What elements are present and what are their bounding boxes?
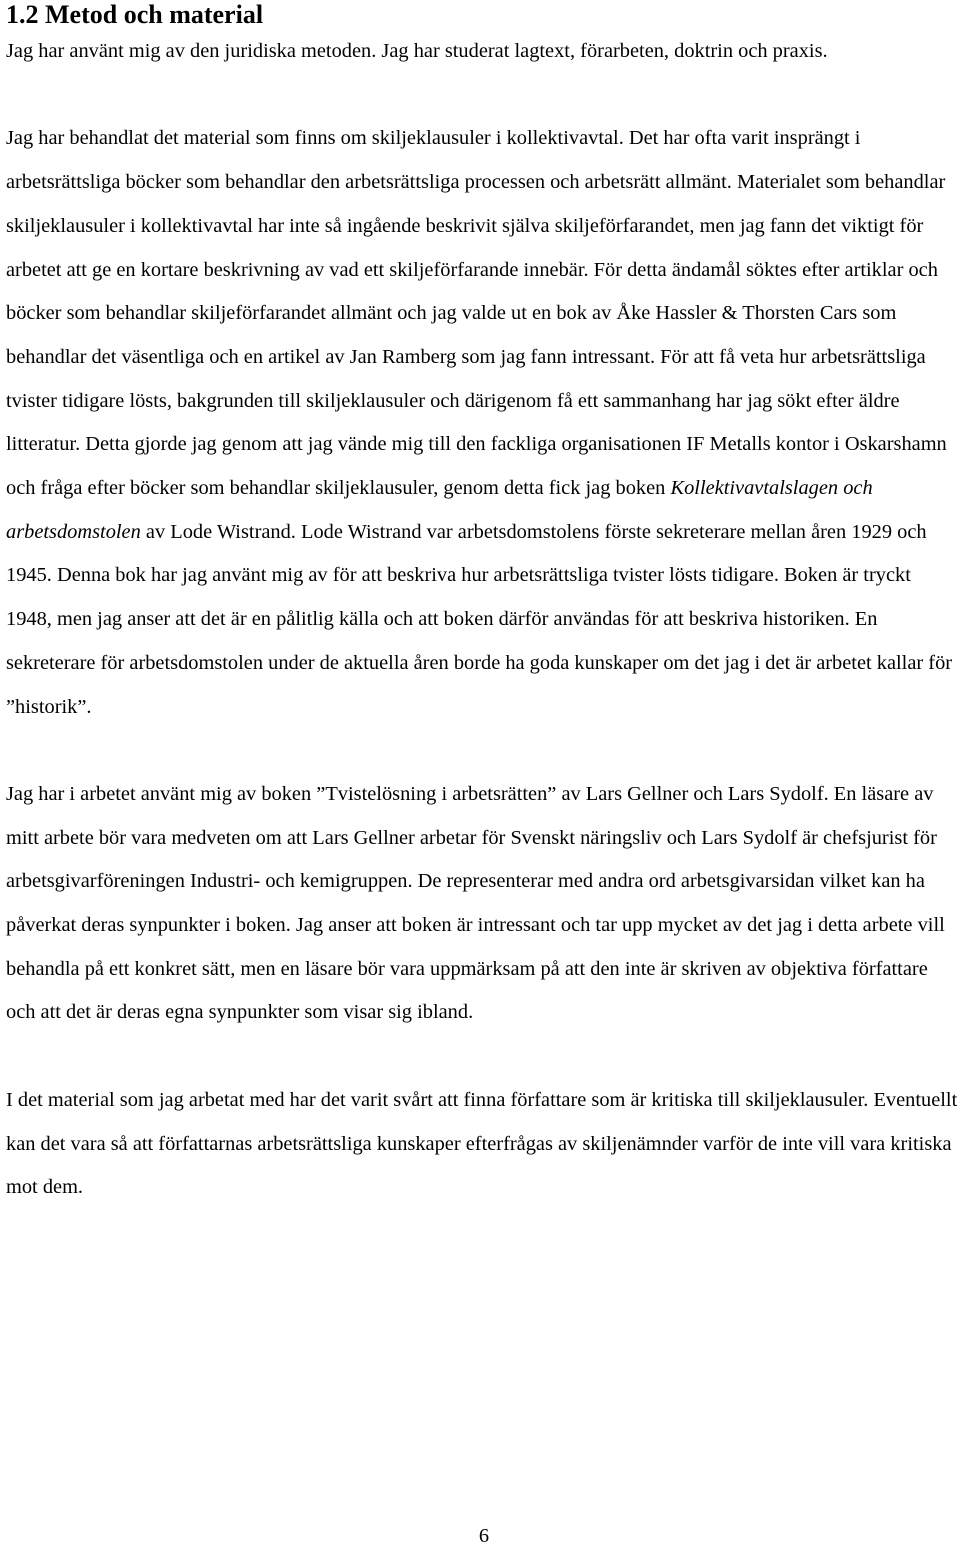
paragraph-material <box>6 117 958 729</box>
book-title: Kollektivavtalslagen och arbetsdomstolen <box>6 477 873 543</box>
paragraph-material-text: Jag har behandlat det material som finns om skiljeklausuler i kollektivavtal. Det har ofta varit insprängt i arbetsrättsliga böcker som behandlar den arbetsrättsliga processen och arbetsrätt allmänt. Materialet som behandlar skiljeklausuler i kollektivavtal har inte så ingående beskrivit själva skiljeförfarandet, men jag fann det viktigt för arbetet att ge en kortare beskrivning av vad ett skiljeförfarande innebär. För detta ändamål söktes efter artiklar och böcker som behandlar skiljeförfarandet allmänt och jag valde ut en bok av Åke Hassler & Thorsten Cars som behandlar det väsentliga och en artikel av Jan Ramberg som jag fann intressant. För att få veta hur arbetsrättsliga tvister tidigare lösts, bakgrunden till skiljeklausuler och därigenom få ett sammanhang har jag sökt efter äldre litteratur. Detta gjorde jag genom att jag vände mig till den fackliga organisationen IF Metalls kontor i Oskarshamn och fråga efter böcker som behandlar skiljeklausuler, genom detta fick jag boken <box>6 127 947 500</box>
paragraph-material-text-continued: av Lode Wistrand. Lode Wistrand var arbetsdomstolens förste sekreterare mellan åren 1929 och 1945. Denna bok har jag använt mig av för att beskriva hur arbetsrättsliga tvister lösts tidigare. Boken är tryckt 1948, men jag anser att det är en pålitlig källa och att boken därför användas för att beskriva historiken. En sekreterare för arbetsdomstolen under de aktuella åren borde ha goda kunskaper om det jag i det är arbetet kallar för ”historik”. <box>6 520 953 718</box>
section-heading: 1.2 Metod och material <box>6 0 264 29</box>
page-number: 6 <box>478 1525 490 1547</box>
paragraph-method: Jag har använt mig av den juridiska metoden. Jag har studerat lagtext, förarbeten, doktrin och praxis. <box>6 40 828 62</box>
paragraph-critical-authors: I det material som jag arbetat med har det varit svårt att finna författare som är kritiska till skiljeklausuler. Eventuellt kan det vara så att författarnas arbetsrättsliga kunskaper efterfrågas av skiljenämnder varför de inte vill vara kritiska mot dem. <box>6 1088 958 1199</box>
paragraph-source-critique: Jag har i arbetet använt mig av boken ”Tvistelösning i arbetsrätten” av Lars Gellner och Lars Sydolf. En läsare av mitt arbete bör vara medveten om att Lars Gellner arbetar för Svenskt näringsliv och Lars Sydolf är chefsjurist för arbetsgivarföreningen Industri- och kemigruppen. De representerar med andra ord arbetsgivarsidan vilket kan ha påverkat deras synpunkter i boken. Jag anser att boken är intressant och tar upp mycket av det jag i detta arbete vill behandla på ett konkret sätt, men en läsare bör vara uppmärksam på att den inte är skriven av objektiva författare och att det är deras egna synpunkter som visar sig ibland. <box>6 782 945 1024</box>
document-page <box>6 0 958 1210</box>
